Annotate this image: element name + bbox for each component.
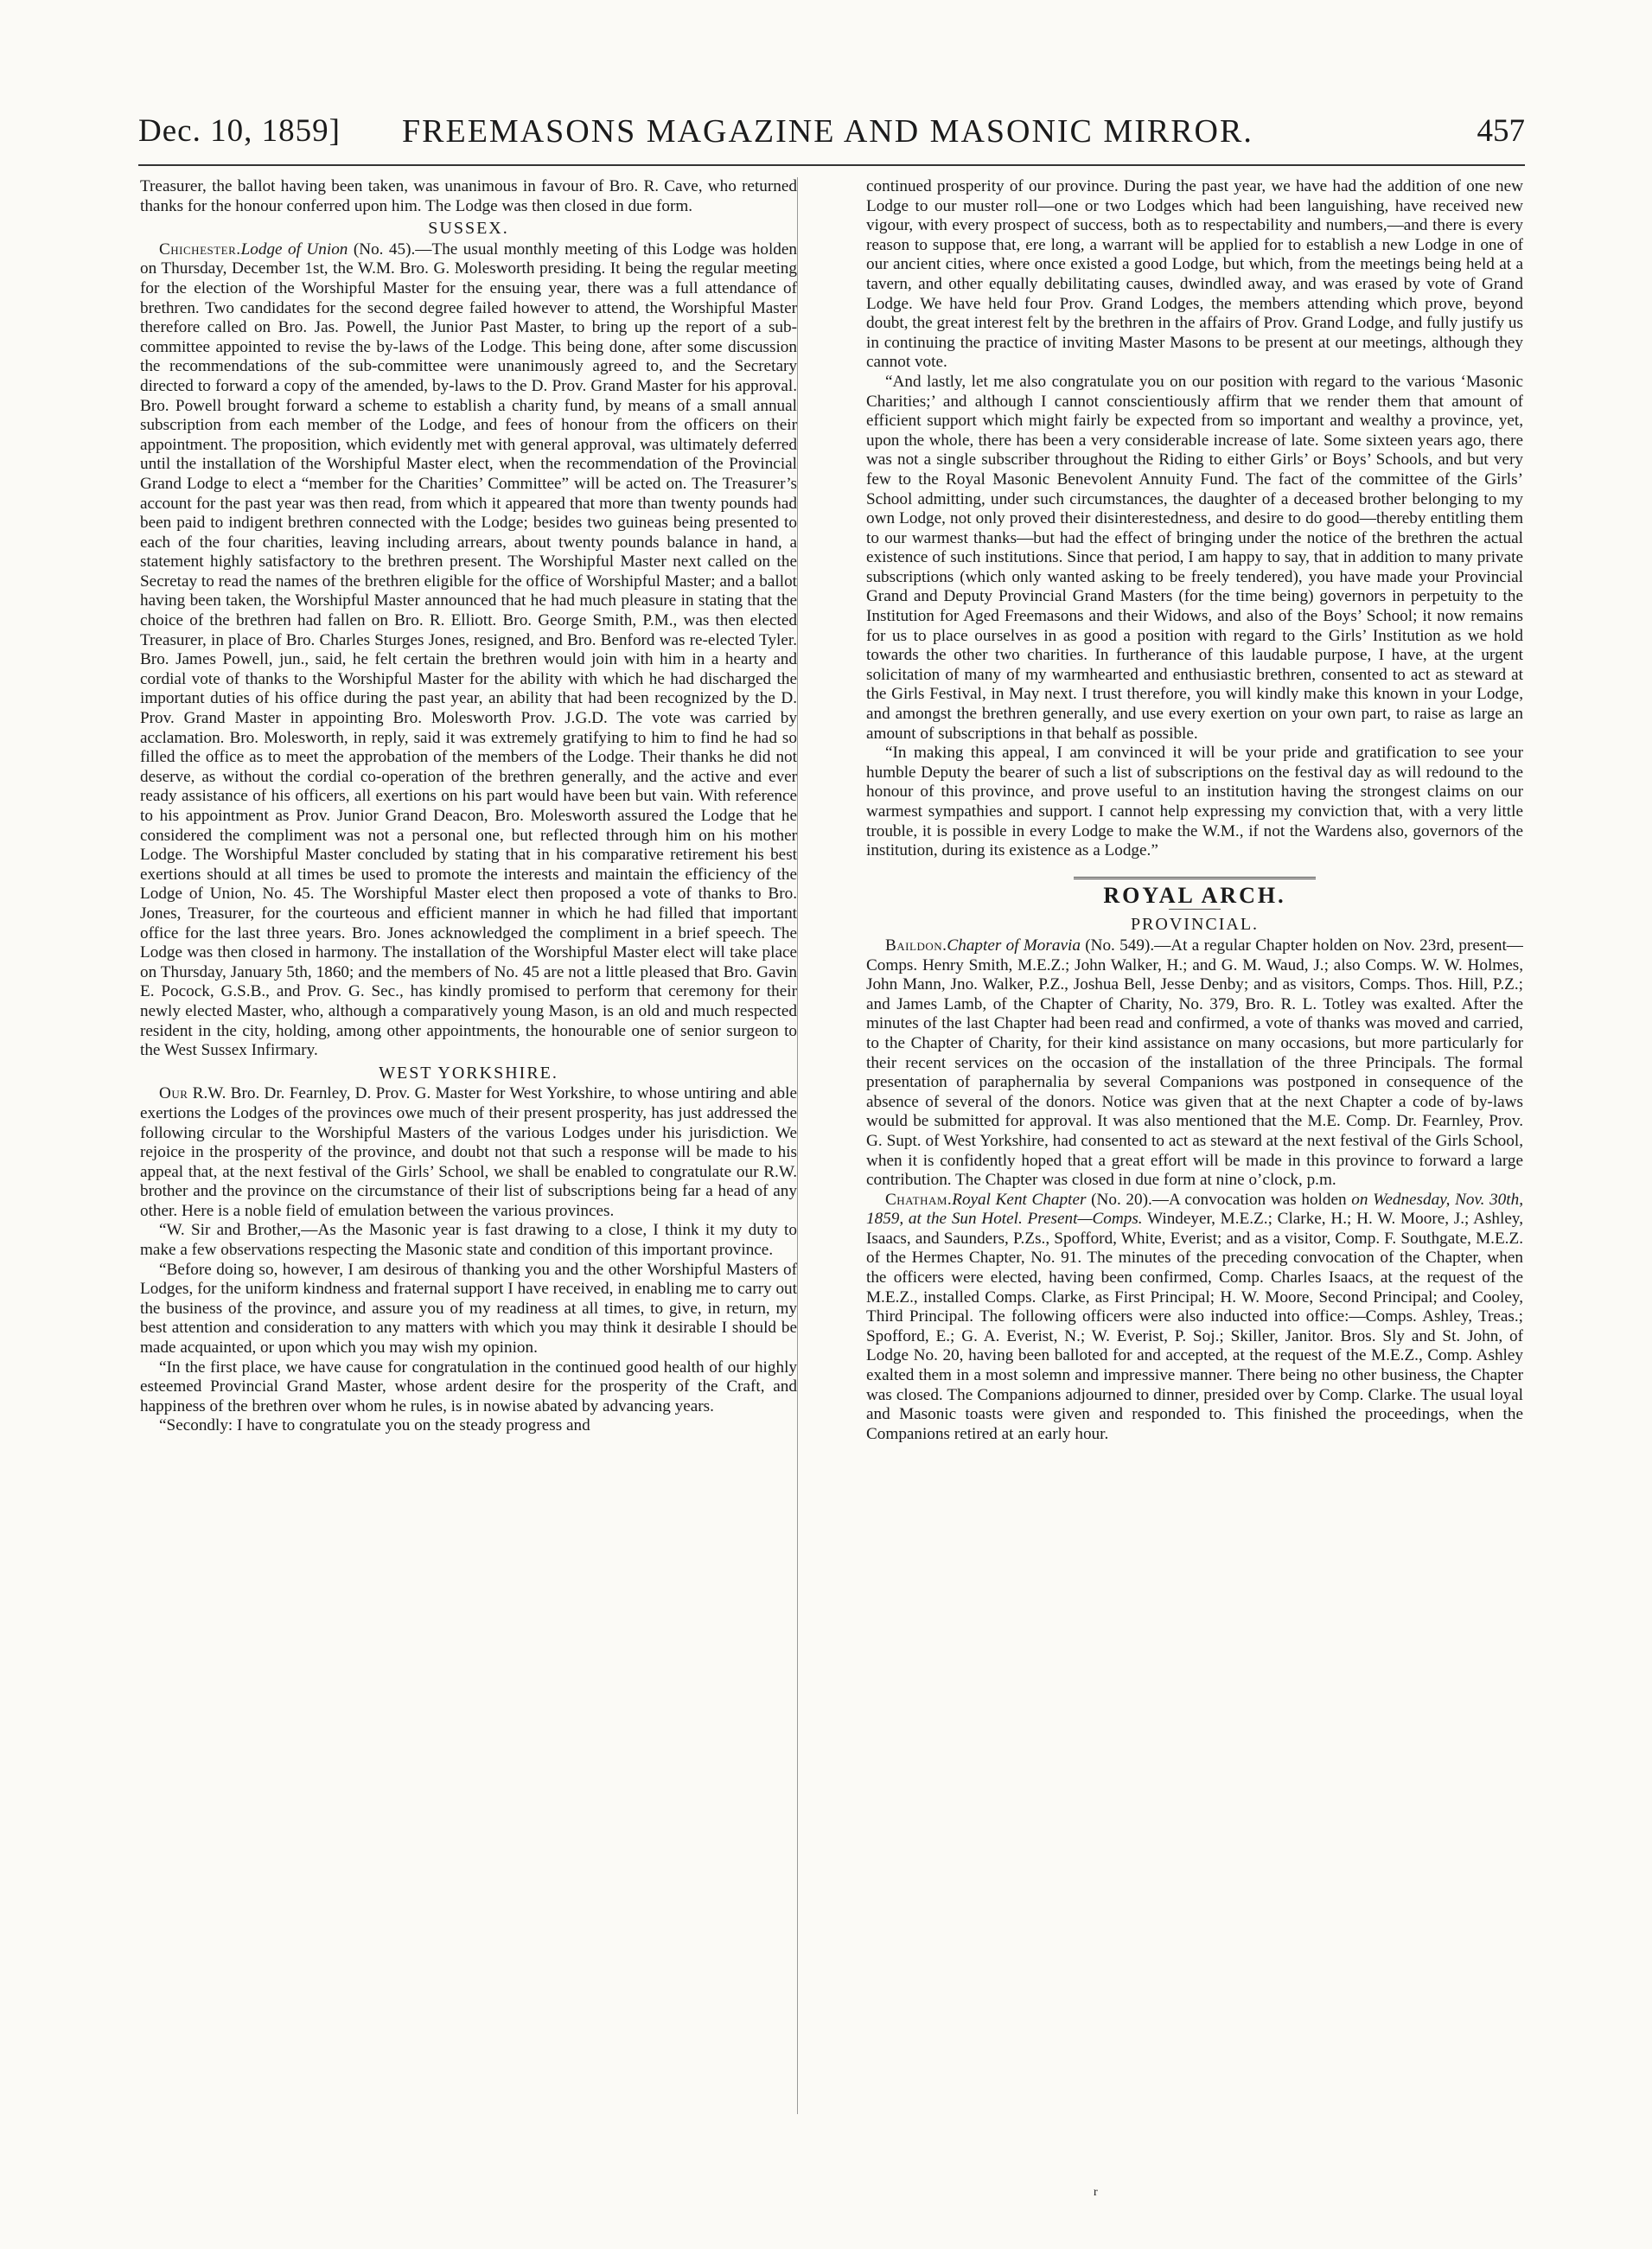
- footer-mark: r: [1094, 2186, 1098, 2199]
- heading-rule: [1169, 909, 1221, 910]
- left-column: [140, 177, 797, 2114]
- letter-paragraph-appeal: “In making this appeal, I am convinced it will be your pride and gratification to see your humble Deputy the bearer of such a list of subscriptions on the festival day as will redound to the honour of this province, and prove useful to an institution having the strongest claims on our warmest sympathies and support. I cannot help expressing my conviction that, with a very little trouble, it is possible in every Lodge to make the W.M., if not the Wardens also, governors of the institution, during its existence as a Lodge.”: [866, 744, 1523, 860]
- page-number: 457: [1477, 113, 1525, 149]
- issue-date: Dec. 10, 1859]: [138, 113, 341, 149]
- place-name: Baildon.: [885, 936, 947, 955]
- section-heading-royal-arch: ROYAL ARCH.: [1103, 882, 1286, 908]
- letter-paragraph-1: “W. Sir and Brother,—As the Masonic year is fast drawing to a close, I think it my duty to make a few observations respecting the Masonic state and condition of this important province.: [140, 1221, 797, 1260]
- letter-paragraph-charities: “And lastly, let me also congratulate you on our position with regard to the various ‘Masonic Charities;’ and although I cannot conscientiously affirm that we render them that amount of efficient support which might fairly be expected from so important and wealthy a province, yet, upon the whole, there has been a very considerable increase of late. Some sixteen years ago, there was not a single subscriber throughout the Riding to either Girls’ or Boys’ Schools, and but very few to the Royal Masonic Benevolent Annuity Fund. The fact of the committee of the Girls’ School admitting, under such circumstances, the daughter of a deceased brother belonging to my own Lodge, not only proved their disinterestedness, and desire to do good—thereby entitling them to our warmest thanks—but had the effect of bringing under the notice of the brethren the actual existence of such institutions. Since that period, I am happy to say, that in addition to many private subscriptions (which only wanted asking to be freely tendered), you have made your Provincial Grand and Deputy Provincial Grand Masters (for the time being) governors in perpetuity to the Institution for Aged Freemasons and their Widows, and also of the Boys’ School; it now remains for us to place ourselves in as good a position with regard to the Girls’ Institution as we hold towards the other two charities. In furtherance of this laudable purpose, I have, at the urgent solicitation of many of my warmhearted and enthusiastic brethren, consented to act as steward at the Girls Festival, in May next. I trust therefore, you will kindly make this known in your Lodge, and amongst the brethren generally, and use every exertion on your own part, to raise as large an amount of subscriptions in that behalf as possible.: [866, 372, 1523, 743]
- continued-paragraph: Treasurer, the ballot having been taken, was unanimous in favour of Bro. R. Cave, who returned thanks for the honour conferred upon him. The Lodge was then closed in due form.: [140, 177, 797, 215]
- magazine-title: FREEMASONS MAGAZINE AND MASONIC MIRROR.: [402, 113, 1253, 150]
- letter-paragraph-2: “Before doing so, however, I am desirous of thanking you and the other Worshipful Masters of Lodges, for the uniform kindness and fraternal support I have received, in enabling me to carry out the business of the province, and assure you of my readiness at all times, to give, in return, my best attention and consideration to any matters with which you may think it desirable I should be made acquainted, or upon which you may wish my opinion.: [140, 1260, 797, 1358]
- place-name: Chatham.: [885, 1190, 953, 1209]
- meeting-date: on Wednesday, Nov. 30th, 1859, at the Sun Hotel. Present—Comps.: [866, 1190, 1523, 1229]
- subsection-heading-provincial: PROVINCIAL.: [1130, 915, 1260, 935]
- place-name: Chichester.: [159, 240, 241, 259]
- letter-paragraph-4: “Secondly: I have to congratulate you on the steady progress and: [159, 1416, 590, 1435]
- lead-word: Our: [159, 1084, 188, 1103]
- masthead-rule: [138, 164, 1525, 166]
- lodge-name: Lodge of Union: [240, 240, 348, 259]
- article-chatham: [866, 1191, 1523, 1445]
- section-separator: [1074, 877, 1316, 879]
- chapter-name: Royal Kent Chapter: [952, 1190, 1087, 1209]
- right-column: [866, 177, 1523, 2114]
- letter-paragraph-3: “In the first place, we have cause for congratulation in the continued good health of our highly esteemed Provincial Grand Master, whose ardent desire for the prosperity of the Craft, and happiness of the brethren over whom he rules, is in nowise abated by advancing years.: [140, 1358, 797, 1415]
- letter-continued-paragraph: continued prosperity of our province. During the past year, we have had the addition of one new Lodge to our muster roll—one or two Lodges which had been languishing, have received new vigour, with every prospect of success, both as to respectability and numbers,—and there is every reason to suppose that, ere long, a warrant will be applied for to establish a new Lodge in one of our ancient cities, where once existed a good Lodge, but which, from the meetings being held at a tavern, and other equally debilitating causes, dwindled away, and was erased by vote of Grand Lodge. We have held four Prov. Grand Lodges, the members attending which prove, beyond doubt, the great interest felt by the brethren in the affairs of Prov. Grand Lodge, and fully justify us in continuing the practice of inviting Master Masons to be present at our meetings, although they cannot vote.: [866, 177, 1523, 372]
- article-west-yorkshire-intro: [140, 1084, 797, 1221]
- chapter-name: Chapter of Moravia: [947, 936, 1081, 955]
- article-baildon: [866, 936, 1523, 1191]
- article-body: (No. 45).—The usual monthly meeting of this Lodge was holden on Thursday, December 1st, the W.M. Bro. G. Molesworth presiding. It being the regular meeting for the election of the Worshipful Master for the ensuing year, there was a full attendance of brethren. Two candidates for the second degree failed however to attend, the Worshipful Master therefore called on Bro. Jas. Powell, the Junior Past Master, to bring up the report of a sub-committee appointed to revise the by-laws of the Lodge. This being done, after some discussion the recommendations of the sub-committee were unanimously agreed to, and the Secretary directed to forward a copy of the amended, by-laws to the D. Prov. Grand Master for his approval. Bro. Powell brought forward a scheme to establish a charity fund, by means of a small annual subscription from each member of the Lodge, and fees of honour from the officers on their appointment. The proposition, which evidently met with general approval, was ultimately deferred until the installation of the Worshipful Master elect, when the recommendation of the Provincial Grand Lodge to elect a “member for the Charities’ Committee” will be acted on. The Treasurer’s account for the past year was then read, from which it appeared that more than twenty pounds had been paid to indigent brethren connected with the Lodge; besides two guineas being presented to each of the four charities, leaving including arrears, about twenty pounds balance in hand, a statement highly satisfactory to the brethren present. The Worshipful Master next called on the Secretay to read the names of the brethren eligible for the office of Worshipful Master; and a ballot having been taken, the Worshipful Master announced that he had much pleasure in stating that the choice of the brethren had fallen on Bro. R. Elliott. Bro. George Smith, P.M., was then elected Treasurer, in place of Bro. Charles Sturges Jones, resigned, and Bro. Benford was re-elected Tyler. Bro. James Powell, jun., said, he felt certain the brethren would join with him in a hearty and cordial vote of thanks to the Worshipful Master for the ability with which he had discharged the important duties of his office during the past year, an ability that had been recognized by the D. Prov. Grand Master in appointing Bro. Molesworth Prov. J.G.D. The vote was carried by acclamation. Bro. Molesworth, in reply, said it was extremely gratifying to him to find he had so filled the office as to meet the approbation of the members of the Lodge. Their thanks he did not deserve, as without the cordial co-operation of the brethren generally, and the active and ever ready assistance of his officers, all exertions on his part would have been but vain. With reference to his appointment as Prov. Junior Grand Deacon, Bro. Molesworth assured the Lodge that he considered the compliment was not a personal one, but reflected through him on his mother Lodge. The Worshipful Master concluded by stating that in his comparative retirement his best exertions should at all times be used to promote the interests and maintain the efficiency of the Lodge of Union, No. 45. The Worshipful Master elect then proposed a vote of thanks to Bro. Jones, Treasurer, for the courteous and efficient manner in which he had filled that important office for the last three years. Bro. Jones acknowledged the compliment in a brief speech. The Lodge was then closed in harmony. The installation of the Worshipful Master elect will take place on Thursday, January 5th, 1860; and the members of No. 45 are not a little pleased that Bro. Gavin E. Pocock, G.S.B., and Prov. G. Sec., has kindly promised to perform that ceremony for their newly elected Master, who, although a comparatively young Mason, is an old and much respected resident in the city, holding, among other appointments, the honourable one of senior surgeon to the West Sussex Infirmary.: [140, 240, 797, 1060]
- column-divider: [797, 177, 798, 2114]
- article-body: Windeyer, M.E.Z.; Clarke, H.; H. W. Moore, J.; Ashley, Isaacs, and Saunders, P.Zs., Spofford, White, Everist; and as a visitor, Comp. F. Southgate, M.E.Z. of the Hermes Chapter, No. 91. The minutes of the preceding convocation of the Chapter, when the officers were elected, having been confirmed, Comp. Charles Isaacs, at the request of the M.E.Z., installed Comps. Clarke, as First Principal; H. W. Moore, Second Principal; and Cooley, Third Principal. The following officers were also inducted into office:—Comps. Ashley, Treas.; Spofford, E.; G. A. Everist, N.; W. Everist, P. Soj.; Skiller, Janitor. Bros. Sly and St. John, of Lodge No. 20, having been balloted for and accepted, at the request of the M.E.Z., Comp. Ashley exalted them in a most solemn and impressive manner. There being no other business, the Chapter was closed. The Companions adjourned to dinner, presided over by Comp. Clarke. The usual loyal and Masonic toasts were given and responded to. This finished the proceedings, when the Companions retired at an early hour.: [866, 1210, 1523, 1443]
- masthead: [138, 109, 1525, 157]
- section-heading-west-yorkshire: WEST YORKSHIRE.: [379, 1063, 558, 1083]
- section-heading-sussex: SUSSEX.: [428, 219, 509, 239]
- article-chichester: [140, 240, 797, 1061]
- article-body: (No. 20).—A convocation was holden: [1086, 1190, 1352, 1209]
- article-body: R.W. Bro. Dr. Fearnley, D. Prov. G. Master for West Yorkshire, to whose untiring and able exertions the Lodges of the provinces owe much of their present prosperity, has just addressed the following circular to the Worshipful Masters of the various Lodges under his jurisdiction. We rejoice in the prosperity of the province, and doubt not that such a response will be made to his appeal that, at the next festival of the Girls’ School, we shall be enabled to congratulate our R.W. brother and the province on the circumstance of their list of subscriptions being far a head of any other. Here is a noble field of emulation between the various provinces.: [140, 1084, 797, 1220]
- article-body: (No. 549).—At a regular Chapter holden on Nov. 23rd, present—Comps. Henry Smith, M.E.Z.; John Walker, H.; and G. M. Waud, J.; also Comps. W. W. Holmes, John Mann, Jno. Walker, P.Z., Joshua Bell, Jesse Denby; and as visitors, Comps. Thos. Hill, P.Z.; and James Lamb, of the Chapter of Charity, No. 379, Bro. R. L. Totley was exalted. After the minutes of the last Chapter had been read and confirmed, a vote of thanks was moved and carried, to the Chapter of Charity, for their kind assistance on many occasions, but more particularly for their recent services on the occasion of the installation of the three Principals. The formal presentation of paraphernalia by several Companions was postponed in consequence of the absence of several of the donors. Notice was given that at the next Chapter a code of by-laws would be submitted for approval. It was also mentioned that the M.E. Comp. Dr. Fearnley, Prov. G. Supt. of West Yorkshire, had consented to act as steward at the next festival of the Girls School, when it is confidently hoped that a great effort will be made in this province to forward a large contribution. The Chapter was closed in due form at nine o’clock, p.m.: [866, 936, 1523, 1190]
